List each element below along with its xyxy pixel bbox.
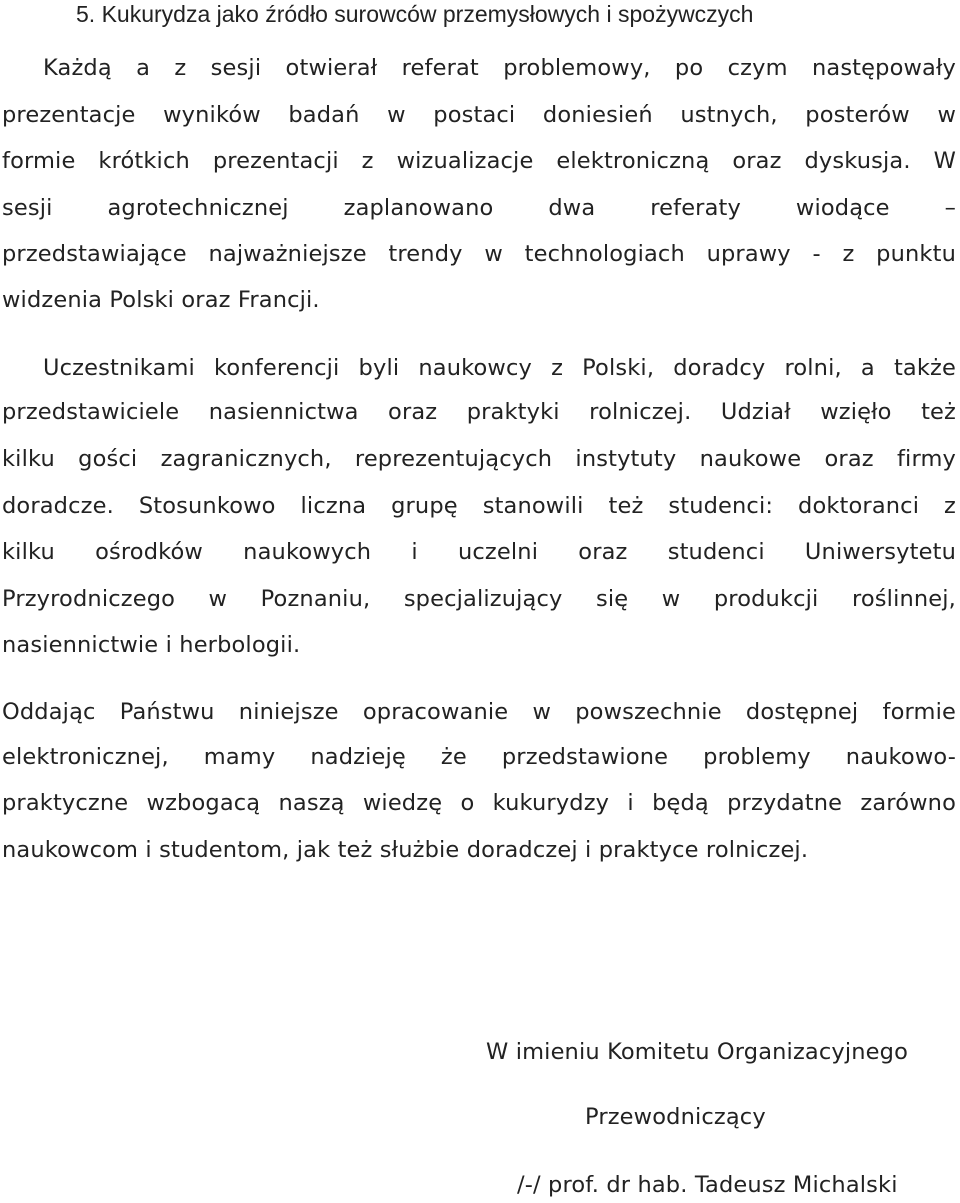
paragraph-1-line-2: prezentacje wyników badań w postaci doniesień ustnych, posterów w [2, 102, 956, 128]
paragraph-2-line-7: nasiennictwie i herbologii. [2, 632, 301, 658]
paragraph-2-line-3: kilku gości zagranicznych, reprezentujących instytuty naukowe oraz firmy [2, 446, 956, 472]
paragraph-1-line-6: widzenia Polski oraz Francji. [2, 287, 320, 313]
paragraph-1-line-1: Każdą a z sesji otwierał referat problemowy, po czym następowały [43, 55, 956, 81]
paragraph-3-line-3: praktyczne wzbogacą naszą wiedzę o kukurydzy i będą przydatne zarówno [2, 790, 956, 816]
paragraph-2-line-5: kilku ośrodków naukowych i uczelni oraz studenci Uniwersytetu [2, 539, 956, 565]
paragraph-1-line-5: przedstawiające najważniejsze trendy w technologiach uprawy - z punktu [2, 241, 956, 267]
signature-name: /-/ prof. dr hab. Tadeusz Michalski [517, 1172, 898, 1198]
signature-committee: W imieniu Komitetu Organizacyjnego [486, 1039, 908, 1065]
paragraph-2-line-2: przedstawiciele nasiennictwa oraz praktyki rolniczej. Udział wzięło też [2, 399, 956, 425]
signature-role: Przewodniczący [585, 1104, 766, 1130]
paragraph-1-line-4: sesji agrotechnicznej zaplanowano dwa referaty wiodące – [2, 195, 956, 221]
paragraph-3-line-2: elektronicznej, mamy nadzieję że przedstawione problemy naukowo- [2, 744, 956, 770]
paragraph-3-line-4: naukowcom i studentom, jak też służbie doradczej i praktyce rolniczej. [2, 837, 809, 863]
paragraph-2-line-4: doradcze. Stosunkowo liczna grupę stanowili też studenci: doktoranci z [2, 493, 956, 519]
paragraph-3-line-1: Oddając Państwu niniejsze opracowanie w powszechnie dostępnej formie [2, 699, 956, 725]
paragraph-1-line-3: formie krótkich prezentacji z wizualizacje elektroniczną oraz dyskusja. W [2, 148, 956, 174]
paragraph-2-line-6: Przyrodniczego w Poznaniu, specjalizujący się w produkcji roślinnej, [2, 586, 956, 612]
section-heading: 5. Kukurydza jako źródło surowców przemysłowych i spożywczych [76, 1, 754, 27]
paragraph-2-line-1: Uczestnikami konferencji byli naukowcy z Polski, doradcy rolni, a także [43, 355, 956, 381]
